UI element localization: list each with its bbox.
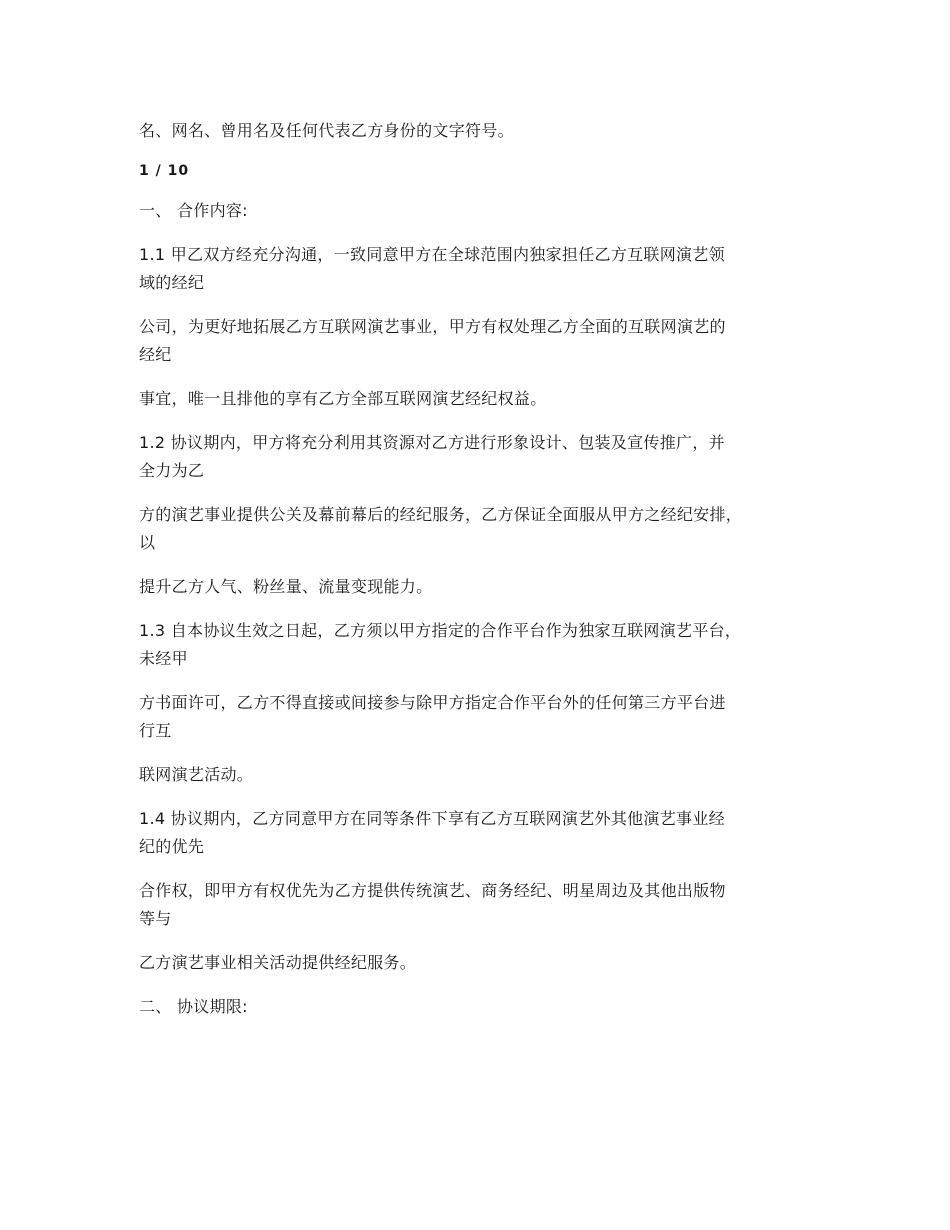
text-line: 全力为乙 [139, 461, 205, 480]
section-heading: 一、 合作内容: [139, 201, 248, 220]
page-number: 1 / 10 [139, 163, 190, 179]
text-line: 以 [139, 533, 156, 552]
text-line: 纪的优先 [139, 837, 205, 856]
text-line: 方的演艺事业提供公关及幕前幕后的经纪服务，乙方保证全面服从甲方之经纪安排， [139, 505, 743, 524]
text-line: 合作权，即甲方有权优先为乙方提供传统演艺、商务经纪、明星周边及其他出版物 [139, 881, 726, 900]
document-page [139, 117, 819, 1021]
text-line: 域的经纪 [139, 273, 205, 292]
text-line: 方书面许可，乙方不得直接或间接参与除甲方指定合作平台外的任何第三方平台进 [139, 693, 726, 712]
text-line: 1.1 甲乙双方经充分沟通，一致同意甲方在全球范围内独家担任乙方互联网演艺领 [139, 245, 725, 264]
section-heading: 二、 协议期限: [139, 997, 248, 1016]
text-line: 名、网名、曾用名及任何代表乙方身份的文字符号。 [139, 121, 514, 140]
text-line: 1.2 协议期内，甲方将充分利用其资源对乙方进行形象设计、包装及宣传推广，并 [139, 433, 725, 452]
text-line: 乙方演艺事业相关活动提供经纪服务。 [139, 953, 417, 972]
text-line: 1.4 协议期内，乙方同意甲方在同等条件下享有乙方互联网演艺外其他演艺事业经 [139, 809, 725, 828]
text-line: 行互 [139, 721, 172, 740]
text-line: 1.3 自本协议生效之日起，乙方须以甲方指定的合作平台作为独家互联网演艺平台， [139, 621, 742, 640]
text-line: 提升乙方人气、粉丝量、流量变现能力。 [139, 577, 433, 596]
text-line: 事宜，唯一且排他的享有乙方全部互联网演艺经纪权益。 [139, 389, 547, 408]
text-line: 公司，为更好地拓展乙方互联网演艺事业，甲方有权处理乙方全面的互联网演艺的 [139, 317, 726, 336]
text-line: 等与 [139, 909, 172, 928]
text-line: 未经甲 [139, 649, 188, 668]
text-line: 经纪 [139, 345, 172, 364]
text-line: 联网演艺活动。 [139, 765, 254, 784]
